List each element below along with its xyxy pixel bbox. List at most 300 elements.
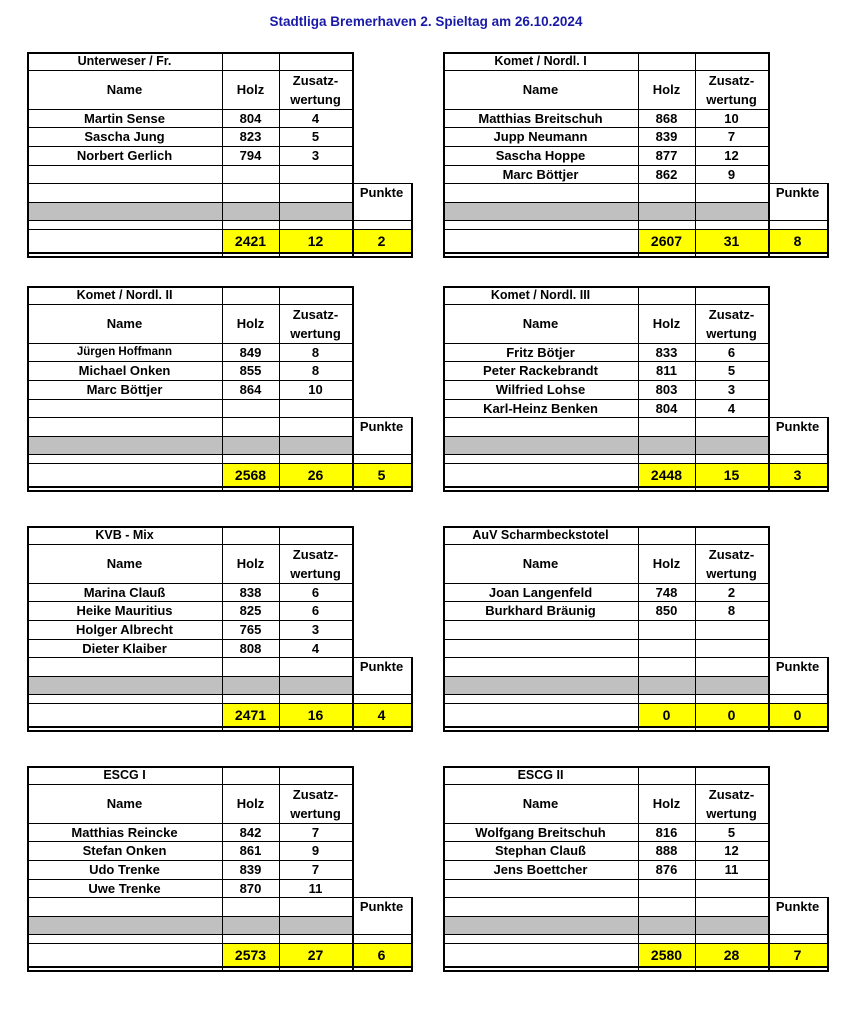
player-name [27,165,222,183]
player-zusatz [279,657,352,676]
team-table [443,286,829,518]
player-zusatz: 10 [308,382,323,397]
grid-line [443,183,768,184]
player-holz [222,417,279,436]
border-bottom [27,486,413,488]
team-table [27,526,413,758]
border-bottom [27,966,413,968]
grid-line [27,841,352,842]
player-name [443,183,638,202]
header-zusatzwertung [695,304,768,343]
grid-line [443,657,768,658]
player-name: Jupp Neumann [493,129,588,144]
grid-line [352,183,413,184]
border-bottom [27,726,413,728]
gray-band [27,436,222,454]
player-zusatz: 5 [727,824,736,840]
total-zusatz: 15 [695,463,768,486]
total-holz: 0 [638,703,695,726]
header-holz: Holz [652,556,681,571]
player-holz: 833 [655,344,678,360]
header-holz: Holz [236,796,265,811]
border-right [411,657,413,732]
grid-line [279,766,280,971]
player-zusatz: 3 [311,148,320,163]
player-zusatz: 6 [311,603,320,618]
total-zusatz: 26 [279,463,352,486]
grid-line [27,229,413,230]
header-name: Name [522,556,559,571]
border-bottom [443,726,829,728]
player-name: Sascha Jung [84,129,165,144]
header-name: Name [106,316,143,331]
player-name [27,897,222,916]
gray-band [279,202,352,220]
grid-line [352,657,413,658]
player-name: Holger Albrecht [75,622,174,637]
grid-line [768,286,770,492]
player-name: Wolfgang Breitschuh [475,824,606,840]
player-holz: 862 [655,166,678,182]
player-zusatz: 9 [727,166,736,182]
player-name: Norbert Gerlich [76,148,173,163]
grid-line [443,897,768,898]
player-name: Heike Mauritius [76,603,173,618]
player-zusatz [695,620,768,639]
grid-line [27,657,352,658]
gray-band [443,436,638,454]
player-zusatz [279,897,352,916]
header-zusatz-line1: Zusatz- [708,306,755,322]
grid-line [443,601,768,602]
player-holz: 808 [239,640,262,656]
header-name: Name [522,796,559,811]
grid-line [27,879,352,880]
player-name: Matthias Reincke [71,824,178,840]
gray-band [695,916,768,934]
player-zusatz: 11 [308,880,323,896]
gray-band [695,436,768,454]
grid-line [443,146,768,147]
header-zusatzwertung [279,70,352,109]
player-holz: 816 [655,824,678,840]
grid-line [27,934,413,935]
grid-line [27,183,352,184]
player-name: Wilfried Lohse [495,382,586,397]
border-left [443,766,445,972]
player-zusatz: 7 [727,129,736,144]
grid-line [695,52,696,257]
punkte-value: 4 [352,703,411,726]
gray-band [638,916,695,934]
border-top [27,286,354,288]
border-right [827,657,829,732]
grid-line [27,304,352,305]
header-zusatz-line2: wertung [290,805,341,821]
gray-band [695,676,768,694]
player-holz: 842 [239,824,262,840]
punkte-value: 5 [352,463,411,486]
total-zusatz: 27 [279,943,352,966]
grid-line [638,766,639,971]
player-zusatz [695,639,768,657]
team-name: Unterweser / Fr. [77,54,172,68]
punkte-value: 6 [352,943,411,966]
border-bottom [443,730,829,732]
player-holz [638,620,695,639]
player-name [27,183,222,202]
player-name: Jürgen Hoffmann [76,346,173,358]
player-holz [222,897,279,916]
player-name: Marc Böttjer [86,382,163,397]
player-zusatz [279,183,352,202]
grid-line [27,343,352,344]
header-zusatzwertung [279,784,352,823]
player-name [27,417,222,436]
border-top [443,286,770,288]
punkte-label: Punkte [359,659,404,674]
header-zusatz-line1: Zusatz- [292,786,339,802]
header-zusatz-line2: wertung [706,805,757,821]
team-name: Komet / Nordl. I [494,54,587,68]
player-name: Sascha Hoppe [495,148,586,163]
gray-band [222,436,279,454]
header-zusatzwertung [695,70,768,109]
player-holz [222,165,279,183]
border-left [27,766,29,972]
player-holz: 748 [655,584,678,600]
grid-line [352,286,354,492]
border-bottom [443,966,829,968]
player-zusatz [695,657,768,676]
player-zusatz: 12 [724,843,739,858]
player-zusatz: 3 [727,382,736,397]
border-top [443,52,770,54]
player-zusatz: 7 [311,862,320,877]
grid-line [27,943,413,944]
border-right [827,417,829,492]
player-name: Fritz Bötjer [506,344,575,360]
border-top [27,526,354,528]
header-zusatz-line1: Zusatz- [708,786,755,802]
player-name: Marc Böttjer [502,166,579,182]
header-zusatz-line2: wertung [706,325,757,341]
player-holz: 803 [655,382,678,397]
team-name: KVB - Mix [95,528,154,542]
player-name [443,879,638,897]
header-zusatz-line2: wertung [706,91,757,107]
player-holz: 855 [239,363,262,378]
grid-line [443,823,768,824]
team-name: ESCG II [517,768,564,782]
player-name: Matthias Breitschuh [478,110,603,126]
grid-line [443,583,768,584]
grid-line [27,70,352,71]
grid-line [768,526,770,732]
header-zusatz-line1: Zusatz- [292,546,339,562]
gray-band [279,436,352,454]
player-name: Jens Boettcher [493,862,588,877]
gray-band [443,676,638,694]
player-zusatz: 11 [724,862,739,877]
border-bottom [27,730,413,732]
header-zusatz-line1: Zusatz- [292,72,339,88]
grid-line [443,620,768,621]
player-name: Karl-Heinz Benken [483,400,598,416]
player-zusatz: 4 [311,110,320,126]
header-zusatz-line1: Zusatz- [292,306,339,322]
player-name: Joan Langenfeld [488,584,593,600]
grid-line [443,70,768,71]
punkte-label: Punkte [359,419,404,434]
gray-band [27,916,222,934]
header-zusatz-line1: Zusatz- [708,72,755,88]
header-holz: Holz [652,316,681,331]
player-zusatz [695,183,768,202]
total-holz: 2421 [222,229,279,252]
border-left [443,52,445,258]
grid-line [443,879,768,880]
header-zusatz-line2: wertung [290,565,341,581]
border-right [411,417,413,492]
player-zusatz: 12 [724,148,739,163]
header-holz: Holz [652,82,681,97]
player-holz [638,183,695,202]
grid-line [222,52,223,257]
grid-line [695,766,696,971]
player-name [443,639,638,657]
player-zusatz: 8 [311,344,320,360]
grid-line [279,52,280,257]
player-name: Udo Trenke [89,862,160,877]
player-zusatz: 6 [727,344,736,360]
player-name: Uwe Trenke [88,880,161,896]
border-bottom [443,486,829,488]
header-name: Name [522,82,559,97]
grid-line [27,601,352,602]
grid-line [27,417,352,418]
player-name: Martin Sense [84,110,165,126]
total-holz: 2573 [222,943,279,966]
total-zusatz: 0 [695,703,768,726]
player-holz: 864 [239,382,262,397]
player-holz [222,657,279,676]
player-holz: 811 [656,363,677,378]
player-holz [222,399,279,417]
grid-line [27,380,352,381]
player-holz: 850 [655,603,678,618]
grid-line [27,127,352,128]
total-zusatz: 28 [695,943,768,966]
grid-line [443,343,768,344]
player-holz: 868 [655,110,678,126]
border-bottom [27,256,413,258]
player-name [27,657,222,676]
punkte-label: Punkte [775,185,820,200]
total-zusatz: 12 [279,229,352,252]
border-top [443,766,770,768]
team-table [443,766,829,998]
border-top [443,526,770,528]
grid-line [27,620,352,621]
punkte-label: Punkte [359,899,404,914]
grid-line [443,436,768,437]
header-zusatzwertung [279,304,352,343]
grid-line [443,109,768,110]
player-name [443,620,638,639]
player-zusatz: 5 [727,363,736,378]
total-holz: 2607 [638,229,695,252]
grid-line [27,399,352,400]
grid-line [443,417,768,418]
grid-line [279,526,280,731]
border-bottom [443,252,829,254]
player-holz [638,417,695,436]
total-zusatz: 16 [279,703,352,726]
punkte-label: Punkte [775,899,820,914]
gray-band [638,436,695,454]
team-name: AuV Scharmbeckstotel [472,528,609,542]
team-table [27,286,413,518]
grid-line [443,639,768,640]
grid-line [443,399,768,400]
border-right [827,183,829,258]
grid-line [27,823,352,824]
grid-line [443,304,768,305]
grid-line [27,109,352,110]
border-right [411,183,413,258]
grid-line [27,544,352,545]
grid-line [222,286,223,491]
grid-line [443,127,768,128]
team-name: ESCG I [103,768,146,782]
team-table [443,526,829,758]
grid-line [27,916,352,917]
player-zusatz: 7 [311,824,320,840]
border-left [27,526,29,732]
grid-line [352,766,354,972]
grid-line [279,286,280,491]
grid-line [443,694,829,695]
header-holz: Holz [236,316,265,331]
gray-band [443,202,638,220]
header-zusatzwertung [695,784,768,823]
gray-band [638,676,695,694]
player-holz: 804 [655,400,678,416]
grid-line [27,146,352,147]
grid-line [27,220,413,221]
player-holz [638,879,695,897]
page-title: Stadtliga Bremerhaven 2. Spieltag am 26.10.2024 [269,14,583,29]
player-holz [638,897,695,916]
border-bottom [443,256,829,258]
player-zusatz: 6 [311,584,320,600]
header-name: Name [106,82,143,97]
grid-line [27,860,352,861]
header-holz: Holz [652,796,681,811]
player-holz: 870 [239,880,262,896]
header-name: Name [106,556,143,571]
player-holz: 839 [239,862,262,877]
grid-line [443,703,829,704]
grid-line [443,676,768,677]
grid-line [443,841,768,842]
player-holz: 888 [655,843,678,858]
punkte-value: 3 [768,463,827,486]
player-holz [638,657,695,676]
total-holz: 2568 [222,463,279,486]
header-name: Name [106,796,143,811]
grid-line [27,676,352,677]
player-zusatz [695,417,768,436]
header-zusatz-line2: wertung [290,91,341,107]
player-name: Stephan Clauß [494,843,586,858]
grid-line [27,202,352,203]
player-holz: 765 [239,622,262,637]
grid-line [27,897,352,898]
player-holz: 825 [239,603,262,618]
player-name [443,657,638,676]
total-holz: 2580 [638,943,695,966]
header-holz: Holz [236,82,265,97]
grid-line [768,52,770,258]
header-holz: Holz [236,556,265,571]
team-name: Komet / Nordl. II [76,288,173,302]
team-table [27,766,413,998]
grid-line [443,229,829,230]
punkte-value: 0 [768,703,827,726]
gray-band [638,202,695,220]
gray-band [279,916,352,934]
player-zusatz: 5 [311,129,320,144]
player-holz: 823 [239,129,262,144]
border-left [27,286,29,492]
player-zusatz: 8 [311,363,320,378]
grid-line [443,361,768,362]
punkte-value: 8 [768,229,827,252]
punkte-label: Punkte [775,419,820,434]
team-table [27,52,413,284]
gray-band [279,676,352,694]
grid-line [638,526,639,731]
border-left [27,52,29,258]
grid-line [443,934,829,935]
grid-line [695,526,696,731]
player-name [27,399,222,417]
player-name: Peter Rackebrandt [483,363,598,378]
player-name: Dieter Klaiber [82,640,167,656]
border-top [27,766,354,768]
border-top [27,52,354,54]
grid-line [27,583,352,584]
grid-line [443,784,768,785]
grid-line [443,454,829,455]
grid-line [443,220,829,221]
player-holz [222,183,279,202]
total-holz: 2448 [638,463,695,486]
grid-line [352,526,354,732]
border-bottom [27,490,413,492]
grid-line [768,657,829,658]
player-zusatz: 2 [727,584,736,600]
player-zusatz [695,897,768,916]
border-bottom [27,252,413,254]
header-zusatz-line2: wertung [290,325,341,341]
gray-band [222,202,279,220]
player-zusatz [695,879,768,897]
gray-band [222,676,279,694]
grid-line [27,165,352,166]
